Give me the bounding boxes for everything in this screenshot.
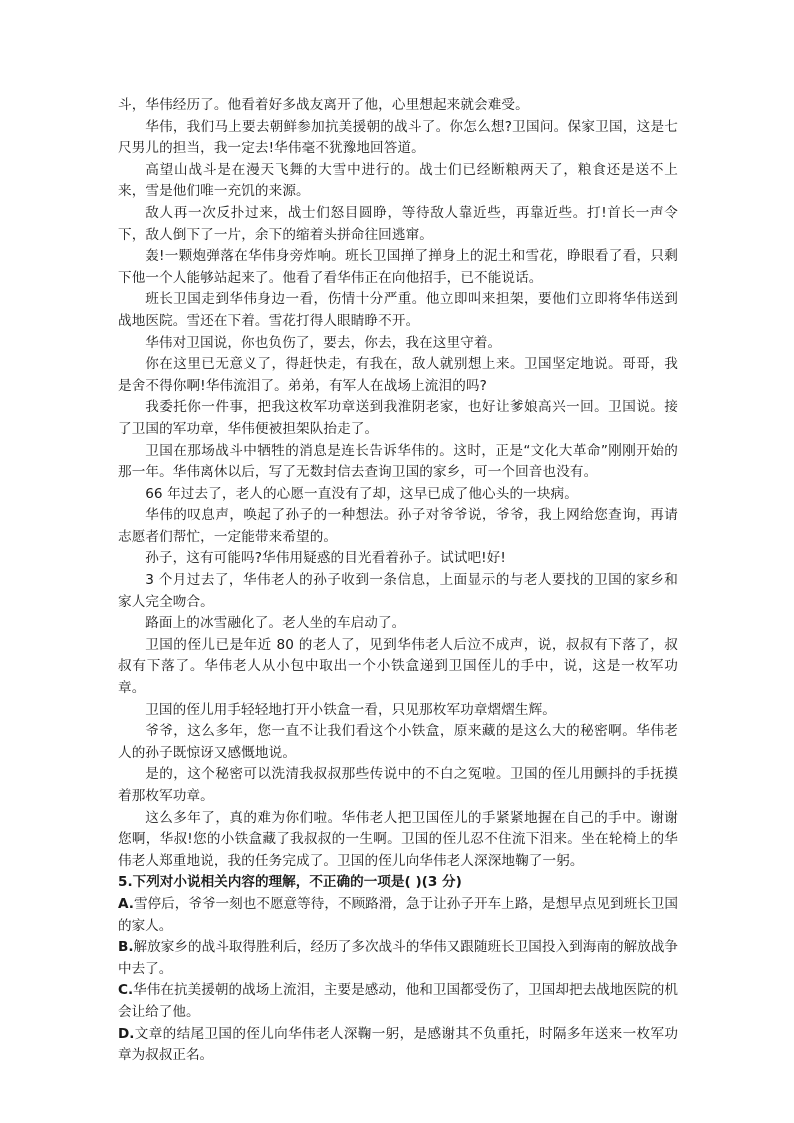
option-text: 雪停后，爷爷一刻也不愿意等待，不顾路滑，急于让孙子开车上路，是想早点见到班长卫国的家人。 — [118, 895, 678, 934]
option-text: 华伟在抗美援朝的战场上流泪，主要是感动，他和卫国都受伤了，卫国却把去战地医院的机会让给了他。 — [118, 982, 678, 1020]
option-c — [118, 980, 678, 1023]
option-text: 文章的结尾卫国的侄儿向华伟老人深鞠一躬，是感谢其不负重托，时隔多年送来一枚军功章为叔叔正名。 — [118, 1025, 678, 1064]
option-text: 解放家乡的战斗取得胜利后，经历了多次战斗的华伟又跟随班长卫国投入到海南的解放战争中去了。 — [118, 939, 678, 977]
option-d — [118, 1024, 678, 1067]
option-letter: C. — [118, 982, 134, 999]
paragraph: 高望山战斗是在漫天飞舞的大雪中进行的。战士们已经断粮两天了，粮食还是送不上来，雪是他们唯一充饥的来源。 — [118, 161, 678, 200]
paragraph: 华伟，我们马上要去朝鲜参加抗美援朝的战斗了。你怎么想?卫国问。保家卫国，这是七尺男儿的担当，我一定去!华伟毫不犹豫地回答道。 — [118, 118, 678, 157]
paragraph: 卫国的侄儿已是年近 80 的老人了，见到华伟老人后泣不成声，说，叔叔有下落了，叔叔有下落了。华伟老人从小包中取出一个小铁盒递到卫国侄儿的手中，说，这是一枚军功章。 — [118, 636, 678, 697]
question-block — [118, 872, 678, 1066]
paragraph: 华伟的叹息声，唤起了孙子的一种想法。孙子对爷爷说，爷爷，我上网给您查询，再请志愿者们帮忙，一定能带来希望的。 — [118, 507, 678, 545]
option-letter: A. — [118, 895, 134, 912]
option-letter: D. — [118, 1025, 135, 1042]
paragraph: 华伟对卫国说，你也负伤了，要去，你去，我在这里守着。 — [145, 334, 502, 351]
document-page — [118, 95, 678, 1067]
story-text — [118, 95, 678, 872]
option-letter: B. — [118, 939, 134, 956]
paragraph: 是的，这个秘密可以洗清我叔叔那些传说中的不白之冤啦。卫国的侄儿用颤抖的手抚摸着那枚军功章。 — [118, 766, 678, 804]
option-a — [118, 894, 678, 937]
paragraph: 这么多年了，真的难为你们啦。华伟老人把卫国侄儿的手紧紧地握在自己的手中。谢谢您啊，华叔!您的小铁盒藏了我叔叔的一生啊。卫国的侄儿忍不住流下泪来。坐在轮椅上的华伟老人郑重地说，我的任务完成了。卫国的侄儿向华伟老人深深地鞠了一躬。 — [118, 809, 678, 869]
paragraph: 斗，华伟经历了。他看着好多战友离开了他，心里想起来就会难受。 — [118, 97, 529, 113]
paragraph: 路面上的冰雪融化了。老人坐的车启动了。 — [145, 615, 406, 632]
paragraph: 卫国的侄儿用手轻轻地打开小铁盒一看，只见那枚军功章熠熠生辉。 — [145, 701, 556, 718]
paragraph: 卫国在那场战斗中牺牲的消息是连长告诉华伟的。这时，正是“文化大革命”刚刚开始的那一年。华伟离休以后，写了无数封信去查询卫国的家乡，可一个回音也没有。 — [118, 442, 678, 481]
paragraph: 孙子，这有可能吗?华伟用疑惑的目光看着孙子。试试吧!好! — [145, 550, 506, 567]
paragraph: 班长卫国走到华伟身边一看，伤情十分严重。他立即叫来担架，要他们立即将华伟送到战地医院。雪还在下着。雪花打得人眼睛睁不开。 — [118, 291, 678, 329]
paragraph: 3 个月过去了，华伟老人的孙子收到一条信息，上面显示的与老人要找的卫国的家乡和家人完全吻合。 — [118, 572, 678, 610]
paragraph: 爷爷，这么多年，您一直不让我们看这个小铁盒，原来藏的是这么大的秘密啊。华伟老人的孙子既惊讶又感慨地说。 — [118, 723, 678, 761]
paragraph: 轰!一颗炮弹落在华伟身旁炸响。班长卫国掸了掸身上的泥土和雪花，睁眼看了看，只剩下他一个人能够站起来了。他看了看华伟正在向他招手，已不能说话。 — [118, 248, 678, 286]
paragraph: 66 年过去了，老人的心愿一直没有了却，这早已成了他心头的一块病。 — [145, 485, 578, 502]
option-b — [118, 937, 678, 980]
paragraph: 我委托你一件事，把我这枚军功章送到我淮阴老家，也好让爹娘高兴一回。卫国说。接了卫国的军功章，华伟便被担架队抬走了。 — [118, 399, 678, 437]
paragraph: 你在这里已无意义了，得赶快走，有我在，敌人就别想上来。卫国坚定地说。哥哥，我是舍不得你啊!华伟流泪了。弟弟，有军人在战场上流泪的吗? — [118, 356, 678, 394]
question-stem: 5.下列对小说相关内容的理解，不正确的一项是( )(3 分) — [118, 874, 462, 891]
paragraph: 敌人再一次反扑过来，战士们怒目圆睁，等待敌人靠近些，再靠近些。打!首长一声令下，敌人倒下了一片，余下的缩着头拼命往回逃窜。 — [118, 204, 678, 243]
